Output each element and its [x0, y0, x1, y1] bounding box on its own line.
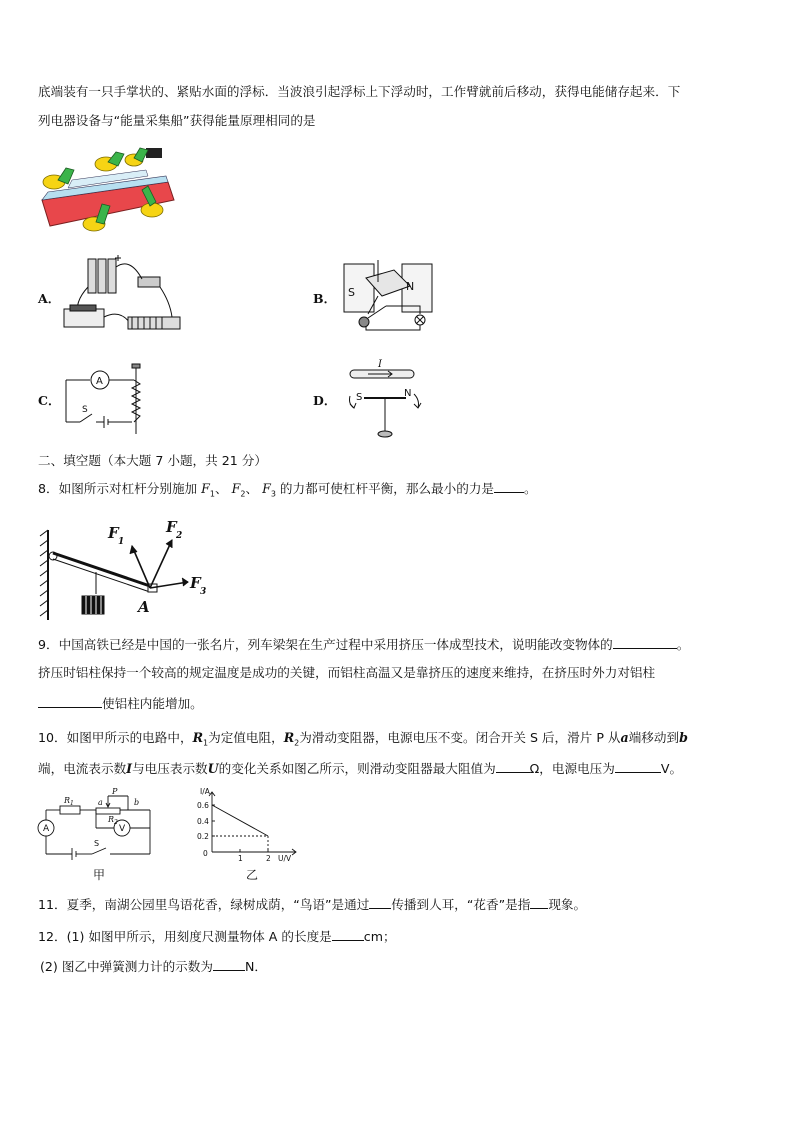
q9-blank-1[interactable]: [613, 636, 677, 649]
force-f2-sub: 2: [176, 531, 183, 541]
q9-line1: 9．中国高铁已经是中国的一张名片，列车梁架在生产过程中采用挤压一体成型技术，说明能改变物体的 。: [38, 637, 690, 652]
option-b-label: B．: [313, 291, 337, 306]
q7-line2: 列电器设备与“能量采集船”获得能量原理相同的是: [38, 113, 316, 128]
q11-blank-1[interactable]: [369, 896, 391, 909]
q12-line2: (2) 图乙中弹簧测力计的示数为 N．: [40, 959, 267, 974]
graph-ytick-04: 0.4: [197, 817, 209, 826]
option-a-figure: [60, 247, 186, 337]
circuit-b-label: b: [134, 798, 140, 807]
circuit-r1-label: R: [64, 796, 71, 805]
circuit-p-label: P: [112, 787, 118, 796]
option-d-label: D．: [313, 393, 337, 408]
q11-text: 11．夏季，南湖公园里鸟语花香，绿树成荫，“鸟语”是通过 传播到人耳，“花香”是指 现象。: [38, 897, 587, 912]
ammeter-label-2: A: [43, 824, 50, 834]
graph-ylabel: I/A: [200, 787, 210, 796]
needle-s-label: S: [356, 392, 363, 403]
current-label: I: [378, 359, 382, 370]
q8-text: 8．如图所示对杠杆分别施加 $F_1$、 $F_2$、 $F_3$ 的力都可使杠杆平衡，那么最小的力是 。: [38, 481, 537, 499]
graph-ytick-06: 0.6: [197, 801, 209, 810]
magnet-s-label: S: [348, 286, 355, 299]
option-c-label: C．: [38, 393, 61, 408]
q10-line1: 10．如图甲所示的电路中，$R_1$为定值电阻，$R_2$为滑动变阻器，电源电压不变。闭合开关 S 后，滑片 P 从a端移动到b: [38, 730, 688, 748]
circuit-r1-sub: 1: [70, 800, 74, 807]
q7-line1: 底端装有一只手掌状的、紧贴水面的浮标．当波浪引起浮标上下浮动时，工作臂就前后移动，获得电能储存起来．下: [38, 84, 681, 99]
ammeter-label: A: [96, 376, 103, 387]
option-c-figure: [62, 362, 152, 434]
graph-xlabel: U/V: [278, 854, 292, 863]
circuit-r2-label: R: [108, 815, 115, 824]
option-b-figure: [338, 256, 438, 338]
q10-blank-1[interactable]: [496, 760, 530, 773]
force-f1-label: F: [108, 524, 119, 542]
option-d-figure: [340, 358, 440, 442]
section-2-heading: 二、填空题（本大题 7 小题，共 21 分）: [38, 453, 267, 468]
option-a-label: A．: [38, 291, 61, 306]
q10-circuit-figure: [36, 786, 156, 862]
q9-line3: 使铝柱内能增加。: [38, 695, 203, 712]
circuit-caption: 甲: [93, 868, 106, 882]
needle-n-label: N: [404, 388, 412, 399]
magnet-n-label: N: [406, 280, 415, 293]
q12-line1: 12．(1) 如图甲所示，用刻度尺测量物体 A 的长度是 cm；: [38, 929, 396, 944]
graph-xtick-2: 2: [266, 854, 271, 863]
force-f3-sub: 3: [200, 587, 207, 597]
q9-line2: 挤压时铝柱保持一个较高的规定温度是成功的关键，而铝柱高温又是靠挤压的速度来维持，在挤压时外力对铝柱: [38, 665, 656, 680]
q8-blank[interactable]: [494, 480, 524, 493]
q10-line2: 端，电流表示数I与电压表示数U的变化关系如图乙所示，则滑动变阻器最大阻值为 Ω，电源电压为 V。: [38, 761, 683, 776]
q10-blank-2[interactable]: [615, 760, 661, 773]
q12-blank-2[interactable]: [213, 958, 245, 971]
q9-blank-2[interactable]: [38, 695, 102, 708]
switch-label: S: [82, 405, 88, 415]
force-f2-label: F: [166, 518, 177, 536]
graph-xtick-1: 1: [238, 854, 243, 863]
q12-blank-1[interactable]: [332, 928, 364, 941]
force-f3-label: F: [190, 574, 201, 592]
graph-origin: 0: [203, 849, 208, 858]
graph-ytick-02: 0.2: [197, 832, 209, 841]
graph-caption: 乙: [246, 868, 259, 882]
q11-blank-2[interactable]: [530, 896, 548, 909]
lever-figure: [38, 516, 218, 626]
force-f1-sub: 1: [118, 537, 125, 547]
q10-graph-figure: [196, 786, 306, 866]
circuit-a-label: a: [98, 798, 103, 807]
circuit-switch-label: S: [94, 839, 100, 848]
point-a-label: A: [138, 598, 150, 616]
circuit-r2-sub: 2: [114, 819, 118, 826]
voltmeter-label: V: [119, 824, 126, 834]
energy-ship-figure: [38, 140, 178, 236]
